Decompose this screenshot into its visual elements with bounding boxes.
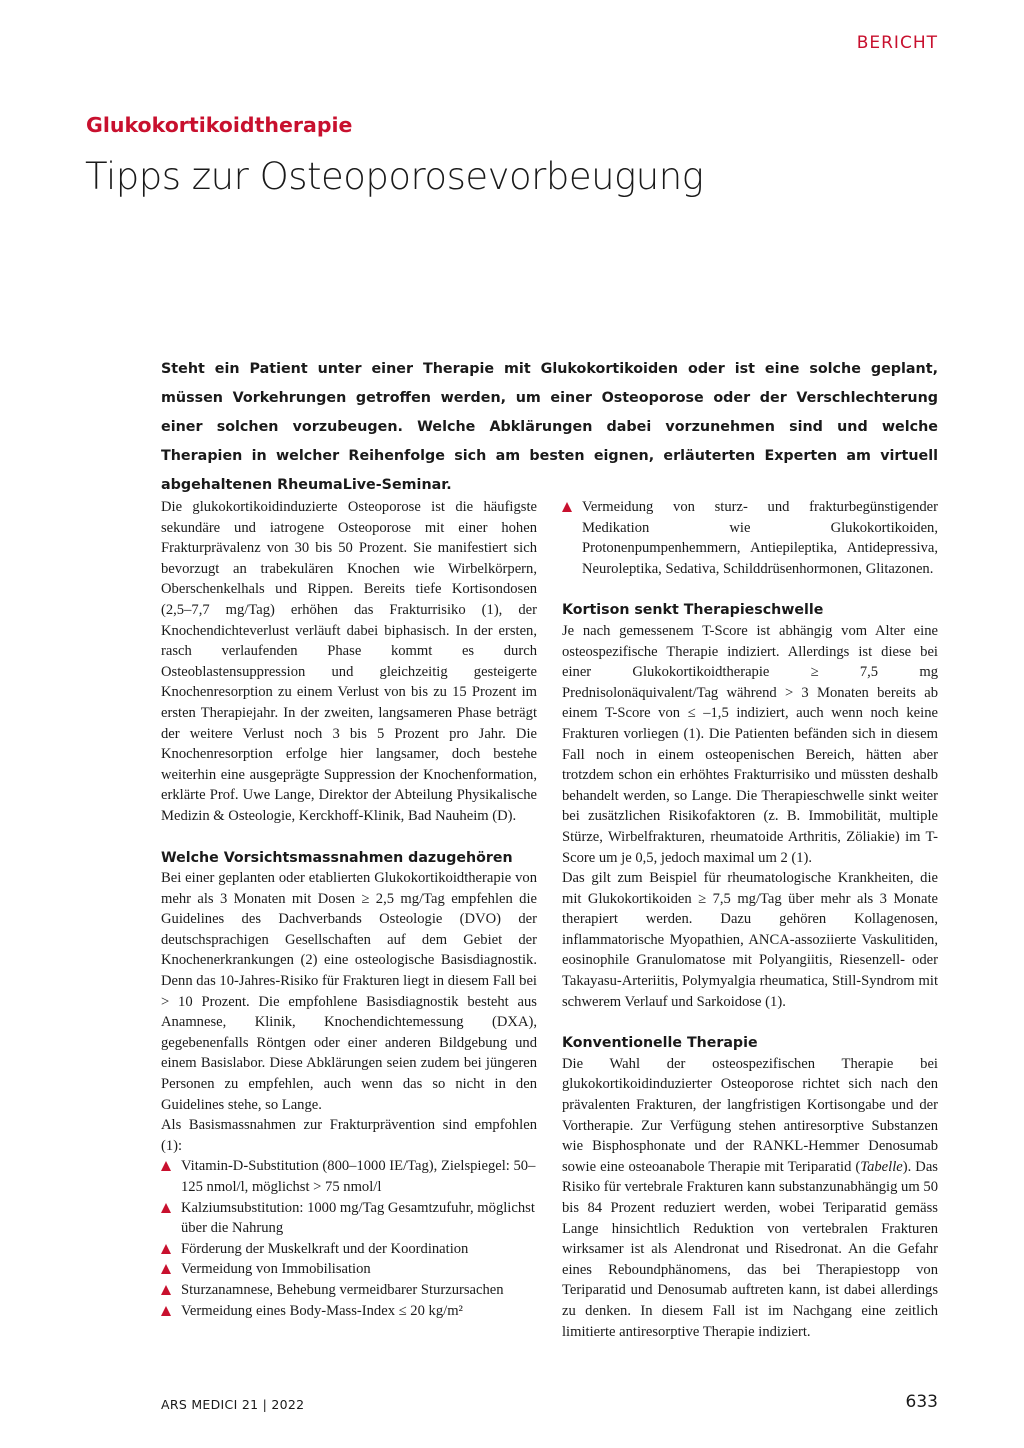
body-paragraph: Je nach gemessenem T-Score ist abhängig vom Alter eine osteospezifische Therapie indiziert. Allerdings ist diese bei einer Glukokortikoidtherapie ≥ 7,5 mg Prednisolonäquivalent/Tag während > 3 Monaten bereits ab einem T-Score von ≤ –1,5 indiziert, auch wenn noch keine Frakturen vorliegen (1). Die Patienten befänden sich in diesem Fall noch in einem osteopenischen Bereich, hätten aber trotzdem schon ein erhöhtes Frakturrisiko und müssten deshalb behandelt werden, so Lange. Die Therapieschwelle sinkt weiter bei zusätzlichen Risikofaktoren (z. B. Immobilität, multiple Stürze, Wirbelfrakturen, rheumatoide Arthritis, Zöliakie) im T-Score um je 0,5, jedoch maximal um 2 (1).: [562, 622, 938, 866]
triangle-bullet-icon: [562, 502, 572, 512]
list-item-text: Vitamin-D-Substitution (800–1000 IE/Tag), Zielspiegel: 50–125 nmol/l, möglichst > 75 nmol/l: [181, 1158, 536, 1195]
subheading: Welche Vorsichtsmassnahmen dazugehören: [161, 849, 513, 866]
list-item: [161, 1198, 537, 1239]
triangle-bullet-icon: [161, 1203, 171, 1213]
list-item: [562, 497, 938, 579]
page-number: 633: [905, 1392, 938, 1412]
subheading: Kortison senkt Therapieschwelle: [562, 602, 824, 619]
list-item: [161, 1301, 537, 1322]
list-item: [161, 1259, 537, 1280]
body-paragraph: Als Basismassnahmen zur Frakturprävention sind empfohlen (1):: [161, 1117, 537, 1154]
paragraph-text: ). Das Risiko für vertebrale Frakturen kann substanzunabhängig um 50 bis 84 Prozent reduziert werden, wobei Teriparatid gemäss Lange hinsichtlich Reduktion von vertebralen Frakturen wirksamer ist als Alendronat und Risedronat. An die Gefahr eines Reboundphänomens, das bei Therapiestopp von Teriparatid und Denosumab auftreten kann, ist dabei allerdings zu denken. In diesem Fall ist im Nachgang eine zeitlich limitierte antiresorptive Therapie indiziert.: [562, 1158, 938, 1340]
list-item: [161, 1280, 537, 1301]
body-paragraph: Das gilt zum Beispiel für rheumatologische Krankheiten, die mit Glukokortikoiden ≥ 7,5 mg/Tag über mehr als 3 Monate therapiert werden. Dazu gehören Kollagenosen, inflammatorische Myopathien, ANCA-assoziierte Vaskulitiden, eosinophile Granulomatose mit Polyangiitis, Riesenzell- oder Takayasu-Arteriitis, Polymyalgia rheumatica, Still-Syndrom mit schwerem Verlauf und Sarkoidose (1).: [562, 870, 938, 1010]
triangle-bullet-icon: [161, 1161, 171, 1171]
section-label: BERICHT: [856, 33, 938, 53]
body-paragraph: Bei einer geplanten oder etablierten Glukokortikoidtherapie von mehr als 3 Monaten mit Dosen ≥ 2,5 mg/Tag empfehlen die Guidelines des Dachverbands Osteologie (DVO) der deutschsprachigen Gesellschaften auf dem Gebiet der Knochenerkrankungen (2) eine osteologische Basisdiagnostik. Denn das 10-Jahres-Risiko für Frakturen liegt in diesem Fall bei > 10 Prozent. Die empfohlene Basisdiagnostik besteht aus Anamnese, Klinik, Knochendichtemessung (DXA), gegebenenfalls Röntgen oder einer anderen Bildgebung und einem Basislabor. Diese Abklärungen seien zudem bei jüngeren Personen zu empfehlen, auch wenn das so nicht in den Guidelines stehe, so Lange.: [161, 870, 537, 1113]
list-item: [161, 1156, 537, 1197]
list-item: [161, 1239, 537, 1260]
bullet-list: [562, 497, 938, 579]
list-item-text: Vermeidung von sturz- und frakturbegünstigender Medikation wie Glukokortikoiden, Protonenpumpenhemmern, Antiepileptika, Antidepressiva, Neuroleptika, Sedativa, Schilddrüsenhormonen, Glitazonen.: [582, 499, 938, 577]
paragraph-text: Die Wahl der osteospezifischen Therapie bei glukokortikoidinduzierter Osteoporose richtet sich nach den prävalenten Frakturen, der langfristigen Kortisongabe und der Vortherapie. Zur Verfügung stehen antiresorptive Substanzen wie Bisphosphonate und der RANKL-Hemmer Denosumab sowie eine osteoanabole Therapie mit Teriparatid (: [562, 1055, 938, 1175]
article-kicker: Glukokortikoidtherapie: [86, 113, 353, 137]
triangle-bullet-icon: [161, 1264, 171, 1274]
article-title: Tipps zur Osteoporosevorbeugung: [85, 155, 704, 198]
article-lead: Steht ein Patient unter einer Therapie mit Glukokortikoiden oder ist eine solche geplant, müssen Vorkehrungen getroffen werden, um einer Osteoporose oder der Verschlechterung einer solchen vorzubeugen. Welche Abklärungen dabei vorzunehmen sind und welche Therapien in welcher Reihenfolge sich am besten eignen, erläuterten Experten am virtuell abgehaltenen RheumaLive-Seminar.: [161, 361, 938, 494]
subheading: Konventionelle Therapie: [562, 1035, 758, 1052]
list-item-text: Vermeidung von Immobilisation: [181, 1261, 371, 1278]
body-paragraph: [562, 1054, 938, 1342]
bullet-list: [161, 1156, 537, 1321]
left-column: [161, 497, 537, 1321]
triangle-bullet-icon: [161, 1244, 171, 1254]
list-item-text: Förderung der Muskelkraft und der Koordination: [181, 1240, 469, 1257]
journal-footer: ARS MEDICI 21 | 2022: [161, 1397, 305, 1412]
triangle-bullet-icon: [161, 1306, 171, 1316]
list-item-text: Vermeidung eines Body-Mass-Index ≤ 20 kg/m²: [181, 1302, 463, 1319]
triangle-bullet-icon: [161, 1285, 171, 1295]
list-item-text: Sturzanamnese, Behebung vermeidbarer Sturzursachen: [181, 1281, 504, 1298]
list-item-text: Kalziumsubstitution: 1000 mg/Tag Gesamtzufuhr, möglichst über die Nahrung: [181, 1199, 535, 1237]
body-paragraph: Die glukokortikoidinduzierte Osteoporose ist die häufigste sekundäre und iatrogene Osteoporose mit einer hohen Frakturprävalenz von 30 bis 50 Prozent. Sie manifestiert sich bevorzugt an trabekulären Knochen wie Wirbelkörpern, Oberschenkelhals und Rippen. Bereits tiefe Kortisondosen (2,5–7,7 mg/Tag) erhöhen das Frakturrisiko (1), der Knochendichteverlust verläuft dabei biphasisch. In der ersten, rasch verlaufenden Phase kommt es durch Osteoblastensuppression und gleichzeitig gesteigerte Knochenresorption zu einem Verlust von bis zu 15 Prozent im ersten Therapiejahr. In der zweiten, langsameren Phase beträgt der weitere Verlust noch 3 bis 5 Prozent pro Jahr. Die Knochenresorption erfolge hier langsamer, doch bestehe weiterhin eine ausgeprägte Suppression der Knochenformation, erklärte Prof. Uwe Lange, Direktor der Abteilung Physikalische Medizin & Osteologie, Kerckhoff-Klinik, Bad Nauheim (D).: [161, 499, 537, 824]
table-reference: Tabelle: [860, 1158, 903, 1175]
right-column: [562, 497, 938, 1342]
